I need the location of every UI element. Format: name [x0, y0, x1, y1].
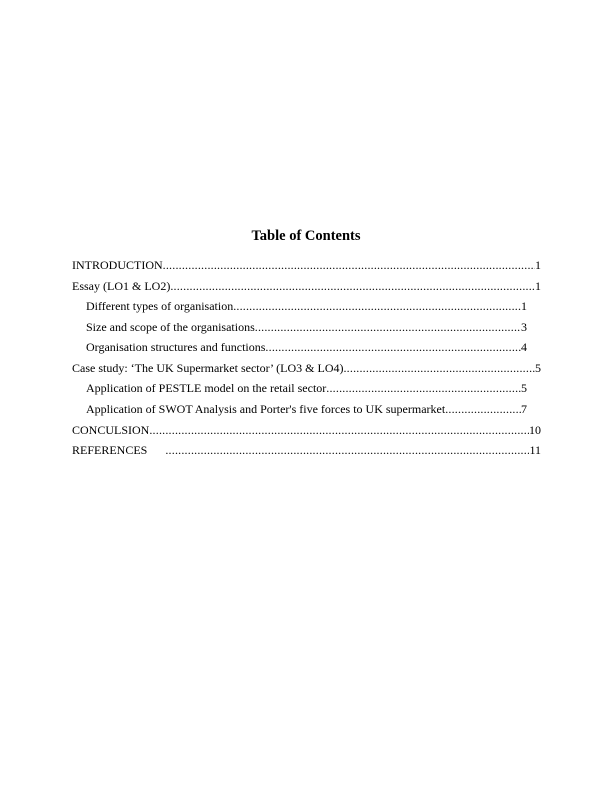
- toc-entry-label: Case study: ‘The UK Supermarket sector’ (LO3 & LO4): [72, 361, 344, 375]
- toc-entry-label: Application of SWOT Analysis and Porter's five forces to UK supermarket: [86, 402, 446, 416]
- toc-entry-label: Different types of organisation: [86, 299, 234, 313]
- toc-entry-page: 3: [521, 320, 527, 334]
- toc-dot-leader: [326, 381, 521, 396]
- toc-dot-leader: [255, 320, 521, 335]
- toc-entry-conclusion[interactable]: [72, 423, 541, 438]
- toc-dot-leader: [265, 340, 521, 355]
- toc-entry-label: Size and scope of the organisations: [86, 320, 255, 334]
- toc-entry-label: Essay (LO1 & LO2): [72, 279, 171, 293]
- toc-entry-case-study[interactable]: [72, 361, 541, 376]
- toc-entry-pestle[interactable]: [86, 381, 527, 396]
- toc-dot-leader: [233, 299, 521, 314]
- toc-entry-label: Organisation structures and functions: [86, 340, 266, 354]
- toc-entry-swot-porter[interactable]: [86, 402, 527, 417]
- toc-entry-types-of-organisation[interactable]: [86, 299, 527, 314]
- toc-entry-page: 1: [535, 258, 541, 272]
- toc-entry-label: CONCULSION: [72, 423, 150, 437]
- toc-entry-page: 7: [521, 402, 527, 416]
- toc-dot-leader: [149, 423, 529, 438]
- toc-entry-page: 11: [529, 443, 541, 457]
- toc-dot-leader: [343, 361, 535, 376]
- toc-entry-structures-and-functions[interactable]: [86, 340, 527, 355]
- toc-entry-page: 5: [521, 381, 527, 395]
- toc-entry-references[interactable]: [72, 443, 541, 458]
- toc-entry-page: 10: [529, 423, 541, 437]
- toc-dot-leader: [165, 443, 529, 458]
- toc-entry-page: 5: [535, 361, 541, 375]
- toc-entry-page: 4: [521, 340, 527, 354]
- toc-entry-label: INTRODUCTION: [72, 258, 163, 272]
- toc-entry-page: 1: [535, 279, 541, 293]
- toc-entry-label: REFERENCES: [72, 443, 148, 457]
- toc-entry-essay[interactable]: [72, 279, 541, 294]
- toc-entry-page: 1: [521, 299, 527, 313]
- toc-dot-leader: [163, 258, 535, 273]
- toc-entry-label: Application of PESTLE model on the retail sector: [86, 381, 327, 395]
- toc-dot-leader: [170, 279, 535, 294]
- toc-entry-introduction[interactable]: [72, 258, 541, 273]
- toc-dot-leader: [445, 402, 521, 417]
- toc-entry-size-and-scope[interactable]: [86, 320, 527, 335]
- toc-title: Table of Contents: [251, 228, 361, 244]
